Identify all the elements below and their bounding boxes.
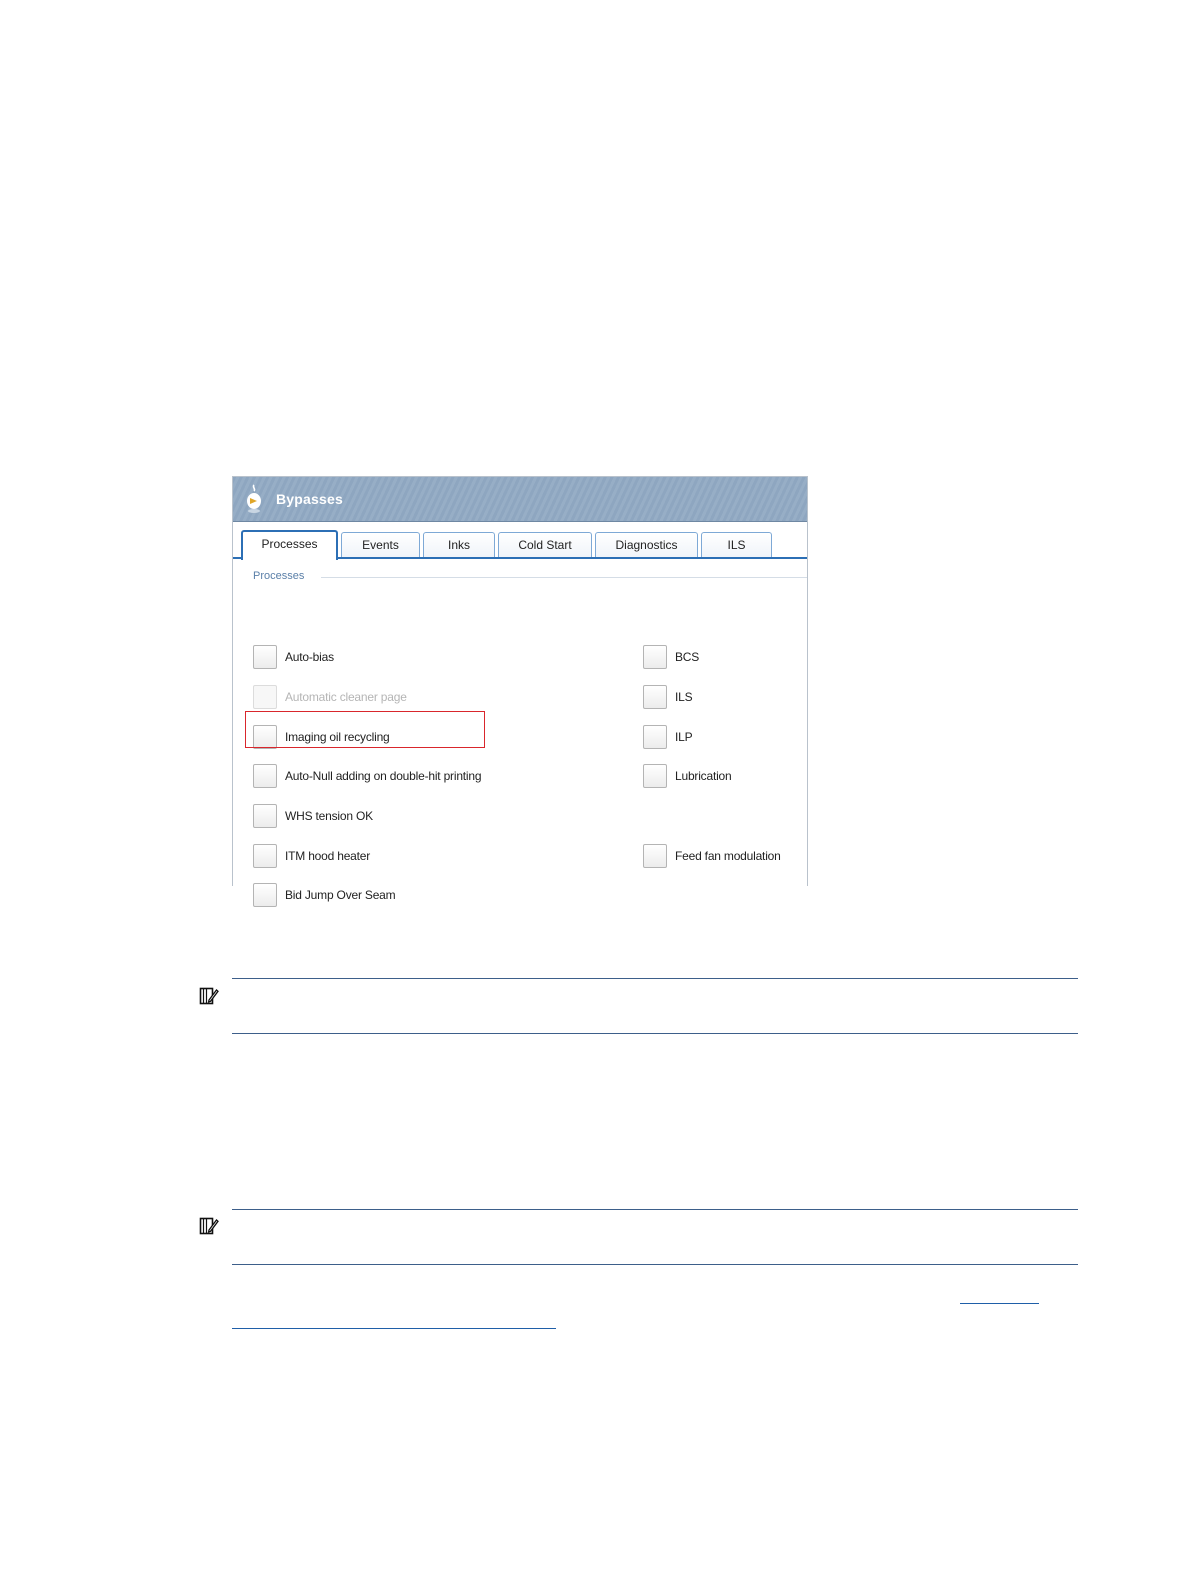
checkbox-disabled (253, 685, 277, 709)
bypass-bid-jump-over-seam[interactable] (253, 882, 395, 908)
checkbox-label: ILP (675, 730, 693, 744)
important-note (232, 978, 1078, 1034)
window-titlebar (233, 477, 807, 522)
tab-processes[interactable]: Processes (241, 530, 338, 560)
group-label: Processes (253, 570, 305, 582)
tab-inks[interactable]: Inks (423, 532, 495, 557)
checkbox-label: Bid Jump Over Seam (285, 888, 396, 902)
group-divider (321, 577, 807, 578)
checkbox[interactable] (253, 883, 277, 907)
bypass-ilp[interactable] (643, 724, 692, 750)
checkbox-label: BCS (675, 650, 700, 664)
tab-bar (241, 532, 807, 559)
bypass-auto-null-adding[interactable] (253, 763, 481, 789)
tab-diagnostics[interactable]: Diagnostics (595, 532, 698, 557)
checkbox-label: WHS tension OK (285, 809, 373, 823)
bypass-automatic-cleaner-page (253, 684, 407, 710)
checkbox-label: ILS (675, 690, 693, 704)
checkbox[interactable] (643, 764, 667, 788)
bypass-whs-tension-ok[interactable] (253, 803, 373, 829)
important-note-icon (199, 1216, 219, 1236)
bypass-auto-bias[interactable] (253, 644, 334, 670)
checkbox[interactable] (253, 725, 277, 749)
bypass-feed-fan-modulation[interactable] (643, 843, 781, 869)
window-title: Bypasses (276, 491, 343, 507)
checkbox[interactable] (643, 645, 667, 669)
checkbox-label: Auto-bias (285, 650, 334, 664)
checkbox-label: Auto-Null adding on double-hit printing (285, 769, 482, 783)
bypass-imaging-oil-recycling[interactable] (253, 724, 390, 750)
checkbox[interactable] (253, 645, 277, 669)
checkbox[interactable] (643, 725, 667, 749)
checkbox[interactable] (643, 844, 667, 868)
link-underline[interactable] (960, 1303, 1039, 1304)
checkbox[interactable] (253, 844, 277, 868)
tab-cold-start[interactable]: Cold Start (498, 532, 592, 557)
bypasses-window (232, 476, 808, 902)
app-logo-icon (244, 484, 264, 514)
checkbox[interactable] (253, 764, 277, 788)
bypass-ils[interactable] (643, 684, 692, 710)
window-content (233, 522, 807, 902)
checkbox[interactable] (643, 685, 667, 709)
checkbox-label: Imaging oil recycling (285, 730, 390, 744)
tab-events[interactable]: Events (341, 532, 420, 557)
bypass-bcs[interactable] (643, 644, 699, 670)
checkbox-label: Feed fan modulation (675, 849, 781, 863)
important-note (232, 1209, 1078, 1265)
important-note-icon (199, 986, 219, 1006)
link-underline[interactable] (232, 1328, 556, 1329)
tab-ils[interactable]: ILS (701, 532, 772, 557)
checkbox-label: Lubrication (675, 769, 732, 783)
bypass-lubrication[interactable] (643, 763, 732, 789)
checkbox[interactable] (253, 804, 277, 828)
checkbox-label: Automatic cleaner page (285, 690, 407, 704)
bypass-itm-hood-heater[interactable] (253, 843, 370, 869)
checkbox-label: ITM hood heater (285, 849, 371, 863)
